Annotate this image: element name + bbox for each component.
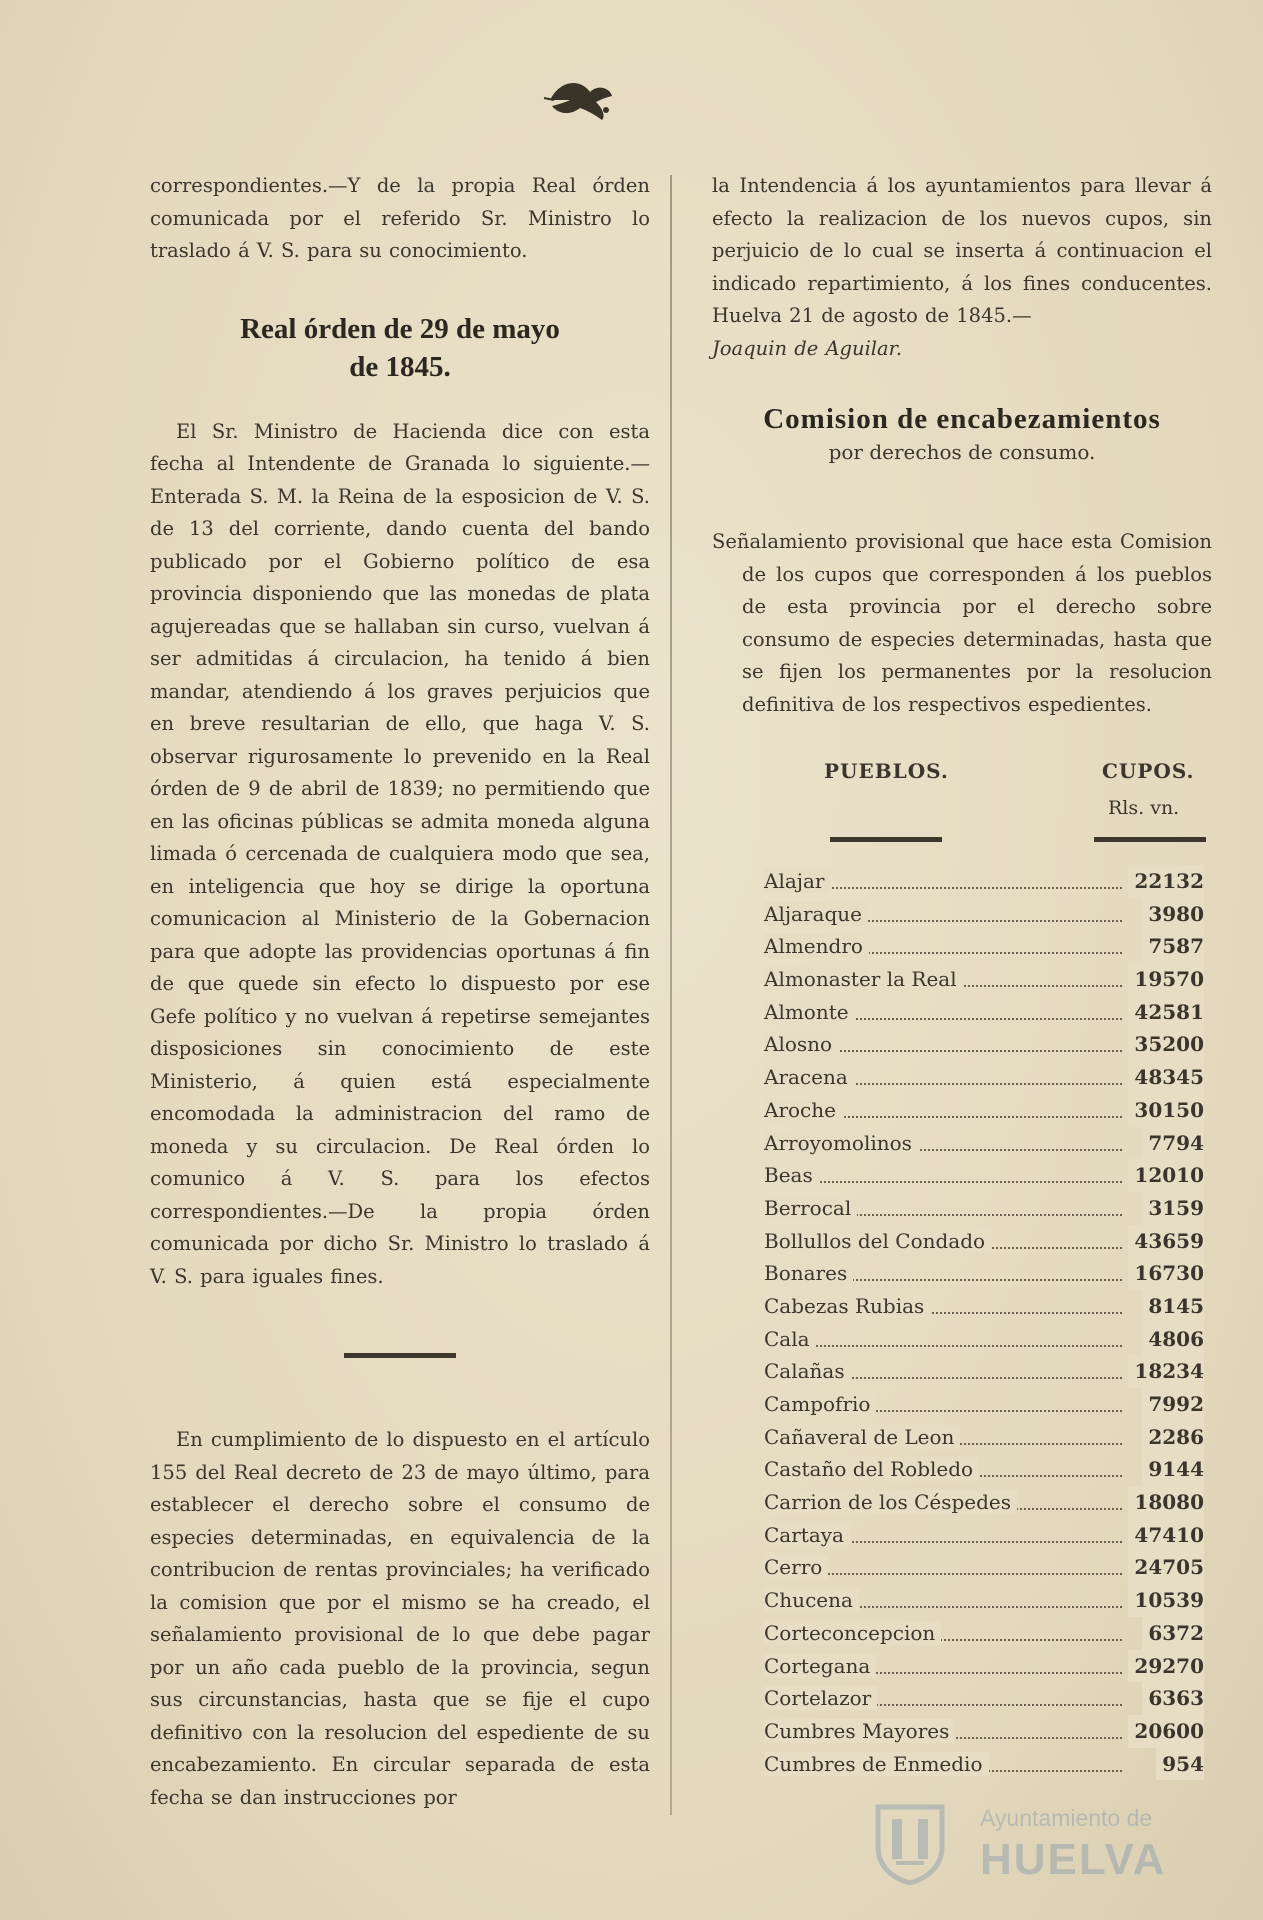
pueblo-name [764,1650,876,1683]
cupo-value: 16730 [1128,1257,1204,1290]
cupo-value: 9144 [1142,1453,1204,1486]
pueblo-name [764,1682,877,1715]
table-row [712,1650,1212,1683]
cupo-value: 29270 [1128,1650,1204,1683]
column-divider [670,175,672,1815]
intro-paragraph: correspondientes.—Y de la propia Real órden comunicada por el referido Sr. Ministro lo traslado á V. S. para su conocimiento. [150,174,650,262]
table-row [712,1748,1212,1781]
watermark-line-1: Ayuntamiento de [980,1805,1153,1831]
pueblo-name-text: Carrion de los Céspedes [764,1490,1017,1514]
coat-of-arms-icon [870,1801,950,1885]
table-row [712,1257,1212,1290]
cupo-value: 47410 [1128,1519,1204,1552]
right-column [712,170,1212,1780]
table-row [712,1028,1212,1061]
pueblo-name-text: Almendro [764,934,869,958]
pueblo-name [764,1159,819,1192]
table-row [712,1192,1212,1225]
heading-line-2: de 1845. [349,350,451,383]
pueblo-name [764,1355,851,1388]
table-row [712,898,1212,931]
pueblo-name-text: Bollullos del Condado [764,1229,991,1253]
cupo-value: 18080 [1128,1486,1204,1519]
table-header [712,759,1212,829]
left-column [150,170,650,1814]
cupo-value: 7992 [1142,1388,1204,1421]
table-row [712,1225,1212,1258]
cupo-value: 3980 [1142,898,1204,931]
assignment-paragraph: Señalamiento provisional que hace esta Comision de los cupos que corresponden á los pueblos de esta provincia por el derecho sobre consumo de especies determinadas, hasta que se fijen los permanentes por la resolucion definitiva de los respectivos espedientes. [712,530,1212,716]
pueblo-name-text: Calañas [764,1359,851,1383]
cupo-value: 6372 [1142,1617,1204,1650]
pueblo-name [764,1486,1017,1519]
commission-subtitle: por derechos de consumo. [828,440,1096,464]
pueblo-name [764,963,963,996]
pueblo-name [764,996,855,1029]
cupo-value: 2286 [1142,1421,1204,1454]
order-paragraph: El Sr. Ministro de Hacienda dice con esta fecha al Intendente de Granada lo siguiente.—Enterada S. M. la Reina de la esposicion de V. S. de 13 del corriente, dando cuenta del bando publicado por el Gobierno político de esa provincia disponiendo que las monedas de plata agujereadas que se hallaban sin curso, vuelvan á ser admitidas á circulacion, ha tenido á bien mandar, atendiendo á los graves perjuicios que en breve resultarian de ello, que haga V. S. observar rigurosamente lo prevenido en la Real órden de 9 de abril de 1839; no permitiendo que en las oficinas públicas se admita moneda alguna limada ó cercenada de cualquiera modo que sea, en inteligencia que hoy se dirige la oportuna comunicacion al Ministerio de la Gobernacion para que adopte las providencias oportunas á fin de que quede sin efecto lo dispuesto por ese Gefe político y no vuelvan á repetirse semejantes disposiciones sin conocimiento de este Ministerio, á quien está especialmente encomodada la administracion del ramo de moneda y su circulacion. De Real órden lo comunico á V. S. para los efectos correspondientes.—De la propia órden comunicada por dicho Sr. Ministro lo traslado á V. S. para iguales fines. [150,419,650,1288]
table-row [712,1355,1212,1388]
pueblo-name-text: Cabezas Rubias [764,1294,930,1318]
cupo-value: 12010 [1128,1159,1204,1192]
cupos-table [712,865,1212,1780]
table-row [712,1323,1212,1356]
pueblo-name-text: Bonares [764,1261,853,1285]
pueblo-name-text: Cortegana [764,1654,876,1678]
table-row [712,1421,1212,1454]
pueblo-name [764,1715,955,1748]
heading-line-1: Real órden de 29 de mayo [240,312,560,345]
pueblo-name [764,1225,991,1258]
table-row [712,1519,1212,1552]
table-row [712,1453,1212,1486]
cupo-value: 43659 [1128,1225,1204,1258]
table-row [712,1486,1212,1519]
table-row [712,1061,1212,1094]
header-pueblos: PUEBLOS. [824,759,949,783]
pueblo-name-text: Beas [764,1163,819,1187]
pueblo-name [764,1094,842,1127]
pueblo-name-text: Almonte [764,1000,855,1024]
continued-paragraph [712,170,1212,365]
pueblo-name [764,1028,838,1061]
watermark-line-2: HUELVA [980,1835,1167,1884]
pueblo-name-text: Cumbres de Enmedio [764,1752,989,1776]
cupo-value: 18234 [1128,1355,1204,1388]
section-divider [344,1353,456,1358]
pueblo-name-text: Corteconcepcion [764,1621,941,1645]
pueblo-name [764,1551,828,1584]
real-orden-heading [150,310,650,386]
cupo-value: 3159 [1142,1192,1204,1225]
pueblo-name-text: Arroyomolinos [764,1131,918,1155]
commission-title: Comision de encabezamientos [763,403,1161,435]
table-row [712,1127,1212,1160]
pueblo-name-text: Campofrio [764,1392,876,1416]
pueblo-name [764,1421,960,1454]
cupo-value: 35200 [1128,1028,1204,1061]
pueblo-name-text: Aracena [764,1065,854,1089]
pueblo-name-text: Alajar [764,869,830,893]
cupo-value: 7587 [1142,930,1204,963]
pueblo-name [764,1192,857,1225]
header-unit: Rls. vn. [1108,797,1180,819]
table-row [712,1094,1212,1127]
pueblo-name-text: Cartaya [764,1523,850,1547]
pueblo-name-text: Cala [764,1327,816,1351]
cupo-value: 30150 [1128,1094,1204,1127]
table-row [712,1682,1212,1715]
table-row [712,1715,1212,1748]
pueblo-name [764,930,869,963]
pueblo-name-text: Cañaveral de Leon [764,1425,960,1449]
cupo-value: 4806 [1142,1323,1204,1356]
header-rule-pueblos [830,837,942,842]
cupo-value: 7794 [1142,1127,1204,1160]
pueblo-name [764,1127,918,1160]
pueblo-name [764,1061,854,1094]
pueblo-name-text: Aljaraque [764,902,868,926]
pueblo-name [764,865,830,898]
cupo-value: 22132 [1128,865,1204,898]
pueblo-name [764,1388,876,1421]
pueblo-name-text: Cerro [764,1555,828,1579]
cupo-value: 42581 [1128,996,1204,1029]
table-row [712,1290,1212,1323]
pueblo-name-text: Castaño del Robledo [764,1457,979,1481]
cupo-value: 20600 [1128,1715,1204,1748]
pueblo-name [764,1584,859,1617]
cupo-value: 6363 [1142,1682,1204,1715]
watermark [870,1795,1190,1895]
table-row [712,1388,1212,1421]
table-row [712,996,1212,1029]
pueblo-name-text: Chucena [764,1588,859,1612]
table-row [712,1617,1212,1650]
cupo-value: 954 [1156,1748,1204,1781]
printer-ornament-icon [540,70,620,130]
cupo-value: 8145 [1142,1290,1204,1323]
table-row [712,930,1212,963]
cupo-value: 10539 [1128,1584,1204,1617]
header-cupos: CUPOS. [1102,759,1195,783]
pueblo-name-text: Cortelazor [764,1686,877,1710]
pueblo-name [764,898,868,931]
pueblo-name [764,1257,853,1290]
table-row [712,1159,1212,1192]
cupo-value: 24705 [1128,1551,1204,1584]
header-rule-cupos [1094,837,1206,842]
pueblo-name [764,1290,930,1323]
pueblo-name-text: Berrocal [764,1196,857,1220]
pueblo-name-text: Almonaster la Real [764,967,963,991]
table-row [712,865,1212,898]
pueblo-name [764,1617,941,1650]
table-row [712,1551,1212,1584]
pueblo-name [764,1323,816,1356]
continued-text: la Intendencia á los ayuntamientos para llevar á efecto la realizacion de los nuevos cupos, sin perjuicio de lo cual se inserta á continuacion el indicado repartimiento, á los fines conducentes. Huelva 21 de agosto de 1845.— [712,174,1212,327]
pueblo-name [764,1519,850,1552]
fulfilment-paragraph: En cumplimiento de lo dispuesto en el artículo 155 del Real decreto de 23 de mayo último, para establecer el derecho sobre el consumo de especies determinadas, en equivalencia de la contribucion de rentas provinciales; ha verificado la comision que por el mismo se ha creado, el señalamiento provisional de lo que debe pagar por un año cada pueblo de la provincia, segun sus circunstancias, hasta que se fije el cupo definitivo con la resolucion del espediente de su encabezamiento. En circular separada de esta fecha se dan instrucciones por [150,1428,650,1809]
table-row [712,1584,1212,1617]
cupo-value: 19570 [1128,963,1204,996]
table-row [712,963,1212,996]
leader-dots [764,1345,1122,1347]
pueblo-name [764,1748,989,1781]
pueblo-name-text: Cumbres Mayores [764,1719,955,1743]
pueblo-name-text: Alosno [764,1032,838,1056]
signature: Joaquin de Aguilar. [712,336,903,360]
pueblo-name [764,1453,979,1486]
cupo-value: 48345 [1128,1061,1204,1094]
pueblo-name-text: Aroche [764,1098,842,1122]
